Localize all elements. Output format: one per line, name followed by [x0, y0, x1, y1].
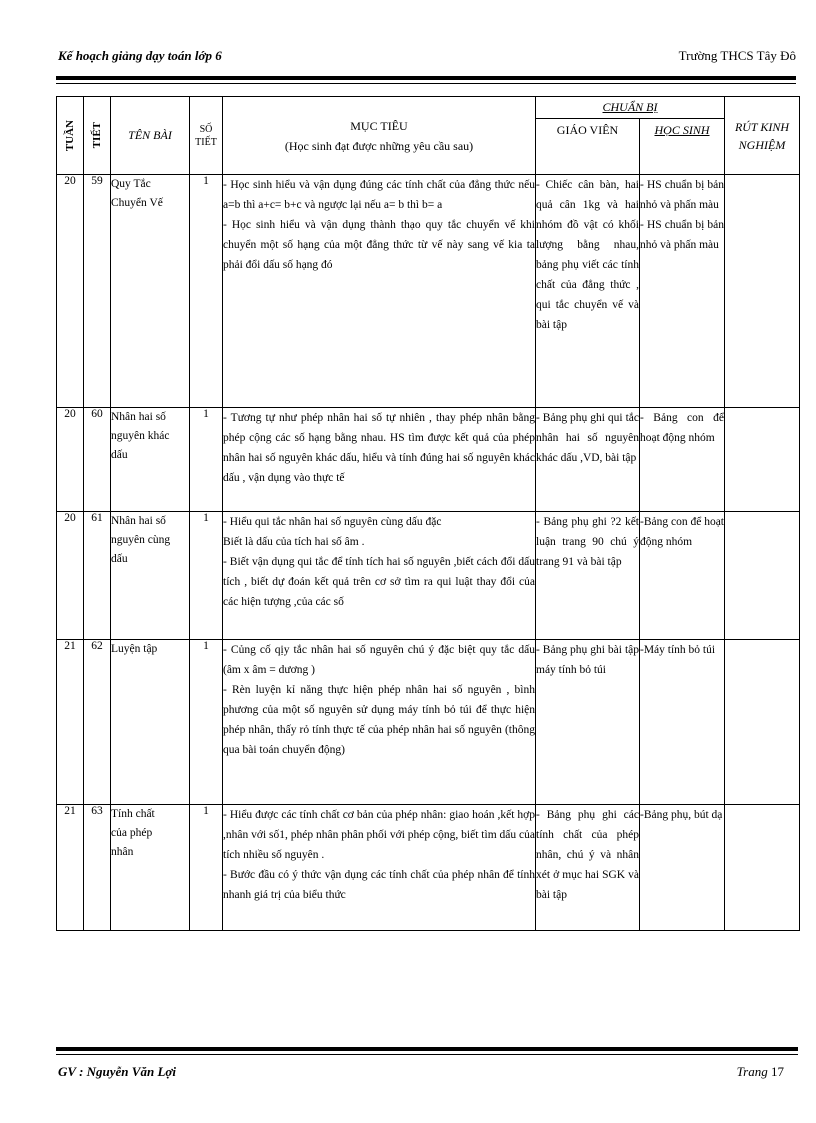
cell-so-tiet: 1 [190, 175, 223, 408]
cell-rut-kinh-nghiem [725, 175, 800, 408]
teacher-name: GV : Nguyễn Văn Lợi [58, 1064, 176, 1079]
cell-ten-bai-line: nguyên cùng [111, 534, 171, 546]
cell-giao-vien [536, 805, 640, 931]
cell-hoc-sinh-line: -Bảng con để hoạt động nhóm [640, 516, 724, 548]
footer-rule-thick [56, 1047, 798, 1051]
cell-giao-vien [536, 640, 640, 805]
cell-so-tiet: 1 [190, 408, 223, 512]
cell-muc-tieu-line: - Hiểu qui tắc nhân hai số nguyên cùng dấu đặc [223, 516, 442, 528]
header-rut-kinh-nghiem: RÚT KINH NGHIỆM [725, 97, 800, 175]
cell-rut-kinh-nghiem [725, 805, 800, 931]
cell-muc-tieu-line: - Học sinh hiểu và vận dụng thành thạo quy tắc chuyển vế khi chuyển một số hạng của một đẳng thức từ vế này sang vế kia ta phải đổi dấu số hạng đó [223, 219, 535, 271]
cell-hoc-sinh-line: -Máy tính bỏ túi [640, 644, 716, 656]
cell-hoc-sinh-line: - HS chuẩn bị bản nhỏ và phấn màu [640, 179, 724, 211]
header-so-tiet: SỐ TIẾT [190, 97, 223, 175]
cell-tiet: 61 [84, 512, 111, 640]
cell-hoc-sinh-line: -Bảng phụ, bút dạ [640, 809, 723, 821]
cell-ten-bai-line: Nhân hai số [111, 515, 166, 527]
cell-ten-bai-line: Luyện tập [111, 643, 158, 655]
header-rule-thin [56, 83, 796, 84]
cell-muc-tieu-line: - Học sinh hiểu và vận dụng đúng các tính chất của đẳng thức nếu a=b thì a+c= b+c và ngược lại nếu a= b thì b= a [223, 179, 535, 211]
header-hoc-sinh: HỌC SINH [640, 119, 725, 175]
cell-giao-vien [536, 512, 640, 640]
cell-rut-kinh-nghiem [725, 512, 800, 640]
table-row [57, 640, 800, 805]
cell-giao-vien-line: - Bảng phụ ghi ?2 kết luận trang 90 chú ý trang 91 và bài tập [536, 516, 639, 568]
cell-ten-bai-line: dấu [111, 553, 128, 565]
cell-muc-tieu-line: Biết là dấu của tích hai số âm . [223, 536, 365, 548]
cell-hoc-sinh [640, 408, 725, 512]
header-tuan: TUẦN [57, 97, 84, 175]
header-muc-tieu: MỤC TIÊU (Học sinh đạt được những yêu cầu sau) [223, 97, 536, 175]
cell-ten-bai-line: Tính chất [111, 808, 155, 820]
cell-tiet: 63 [84, 805, 111, 931]
cell-rut-kinh-nghiem [725, 640, 800, 805]
table-row [57, 408, 800, 512]
cell-muc-tieu [223, 408, 536, 512]
cell-so-tiet: 1 [190, 640, 223, 805]
header-giao-vien: GIÁO VIÊN [536, 119, 640, 175]
cell-giao-vien-line: - Bảng phụ ghi qui tắc nhân hai số nguyên khác dấu ,VD, bài tập [536, 412, 639, 464]
cell-ten-bai-line: Nhân hai số [111, 411, 166, 423]
cell-ten-bai-line: dấu [111, 449, 128, 461]
header-rule-thick [56, 76, 796, 80]
page-number: Trang 17 [736, 1064, 784, 1079]
cell-muc-tieu-line: - Rèn luyện kỉ năng thực hiện phép nhân hai số nguyên , bình phương của một số nguyên sử dụng máy tính bỏ túi để thực hiện phép nhân, thấy rỏ tính thực tế của phép nhân hai số nguyên (thông qua bài toán chuyển động) [223, 684, 535, 756]
cell-giao-vien [536, 175, 640, 408]
cell-muc-tieu [223, 512, 536, 640]
cell-ten-bai-line: nhân [111, 846, 134, 858]
cell-tiet: 60 [84, 408, 111, 512]
cell-tuan: 20 [57, 512, 84, 640]
cell-muc-tieu-line: - Bước đầu có ý thức vận dụng các tính chất của phép nhân để tính nhanh giá trị của biểu thức [223, 869, 535, 901]
cell-hoc-sinh-line: - Bảng con để hoạt động nhóm [640, 412, 724, 444]
cell-giao-vien-line: - Bảng phụ ghi các tính chất của phép nhân, chú ý và nhân xét ở mục hai SGK và bài tập [536, 809, 639, 901]
table-row [57, 805, 800, 931]
cell-hoc-sinh [640, 640, 725, 805]
table-row [57, 512, 800, 640]
cell-hoc-sinh [640, 512, 725, 640]
cell-muc-tieu-line: - Biết vận dụng qui tắc để tính tích hai số nguyên ,biết cách đổi dấu tích , biết dự đoán kết quả trên cơ sở tìm ra qui luật thay đổi của các hiện tượng ,của các số [223, 556, 535, 608]
cell-ten-bai-line: nguyên khác [111, 430, 170, 442]
header-ten-bai: TÊN BÀI [111, 97, 190, 175]
cell-hoc-sinh [640, 175, 725, 408]
header-tiet: TIẾT [84, 97, 111, 175]
cell-ten-bai-line: Quy Tắc [111, 178, 151, 190]
cell-ten-bai-line: của phép [111, 827, 153, 839]
cell-rut-kinh-nghiem [725, 408, 800, 512]
cell-ten-bai [111, 512, 190, 640]
cell-giao-vien [536, 408, 640, 512]
cell-tiet: 59 [84, 175, 111, 408]
cell-tuan: 21 [57, 805, 84, 931]
cell-muc-tieu [223, 640, 536, 805]
table-row [57, 175, 800, 408]
cell-muc-tieu [223, 175, 536, 408]
cell-giao-vien-line: - Chiếc cân bàn, hai quả cân 1kg và hai nhóm đồ vật có khối lượng bằng nhau, bảng phụ viết các tính chất của đẳng thức , qui tắc chuyển vế và bài tập [536, 179, 639, 331]
cell-ten-bai [111, 640, 190, 805]
footer-rule-thin [56, 1054, 798, 1055]
cell-hoc-sinh-line: - HS chuẩn bị bản nhỏ và phấn màu [640, 219, 724, 251]
cell-tiet: 62 [84, 640, 111, 805]
cell-tuan: 21 [57, 640, 84, 805]
cell-giao-vien-line: - Bảng phụ ghi bài tập máy tính bỏ túi [536, 644, 639, 676]
cell-tuan: 20 [57, 408, 84, 512]
cell-hoc-sinh [640, 805, 725, 931]
cell-so-tiet: 1 [190, 805, 223, 931]
header-chuan-bi: CHUẨN BỊ [536, 97, 725, 119]
cell-ten-bai [111, 408, 190, 512]
cell-ten-bai [111, 805, 190, 931]
cell-ten-bai-line: Chuyển Vế [111, 197, 163, 209]
document-title: Kế hoạch giảng dạy toán lớp 6 [58, 48, 222, 63]
school-name: Trường THCS Tây Đô [678, 48, 796, 63]
cell-muc-tieu [223, 805, 536, 931]
cell-muc-tieu-line: - Hiểu được các tính chất cơ bản của phép nhân: giao hoán ,kết hợp ,nhân với số1, phép nhân phân phối với phép cộng, biết tìm dấu của tích nhiều số nguyên . [223, 809, 535, 861]
cell-muc-tieu-line: - Tương tự như phép nhân hai số tự nhiên , thay phép nhân bằng phép cộng các số hạng bằng nhau. HS tìm được kết quả của phép nhân hai số nguyên khác dấu, hiểu và tính đúng hai số nguyên khác dấu , vận dụng vào thực tế [223, 412, 535, 484]
lesson-plan-table [56, 96, 800, 931]
cell-ten-bai [111, 175, 190, 408]
cell-muc-tieu-line: - Củng cố qịy tắc nhân hai số nguyên chú ý đặc biệt quy tắc dấu (âm x âm = dương ) [223, 644, 535, 676]
cell-tuan: 20 [57, 175, 84, 408]
cell-so-tiet: 1 [190, 512, 223, 640]
